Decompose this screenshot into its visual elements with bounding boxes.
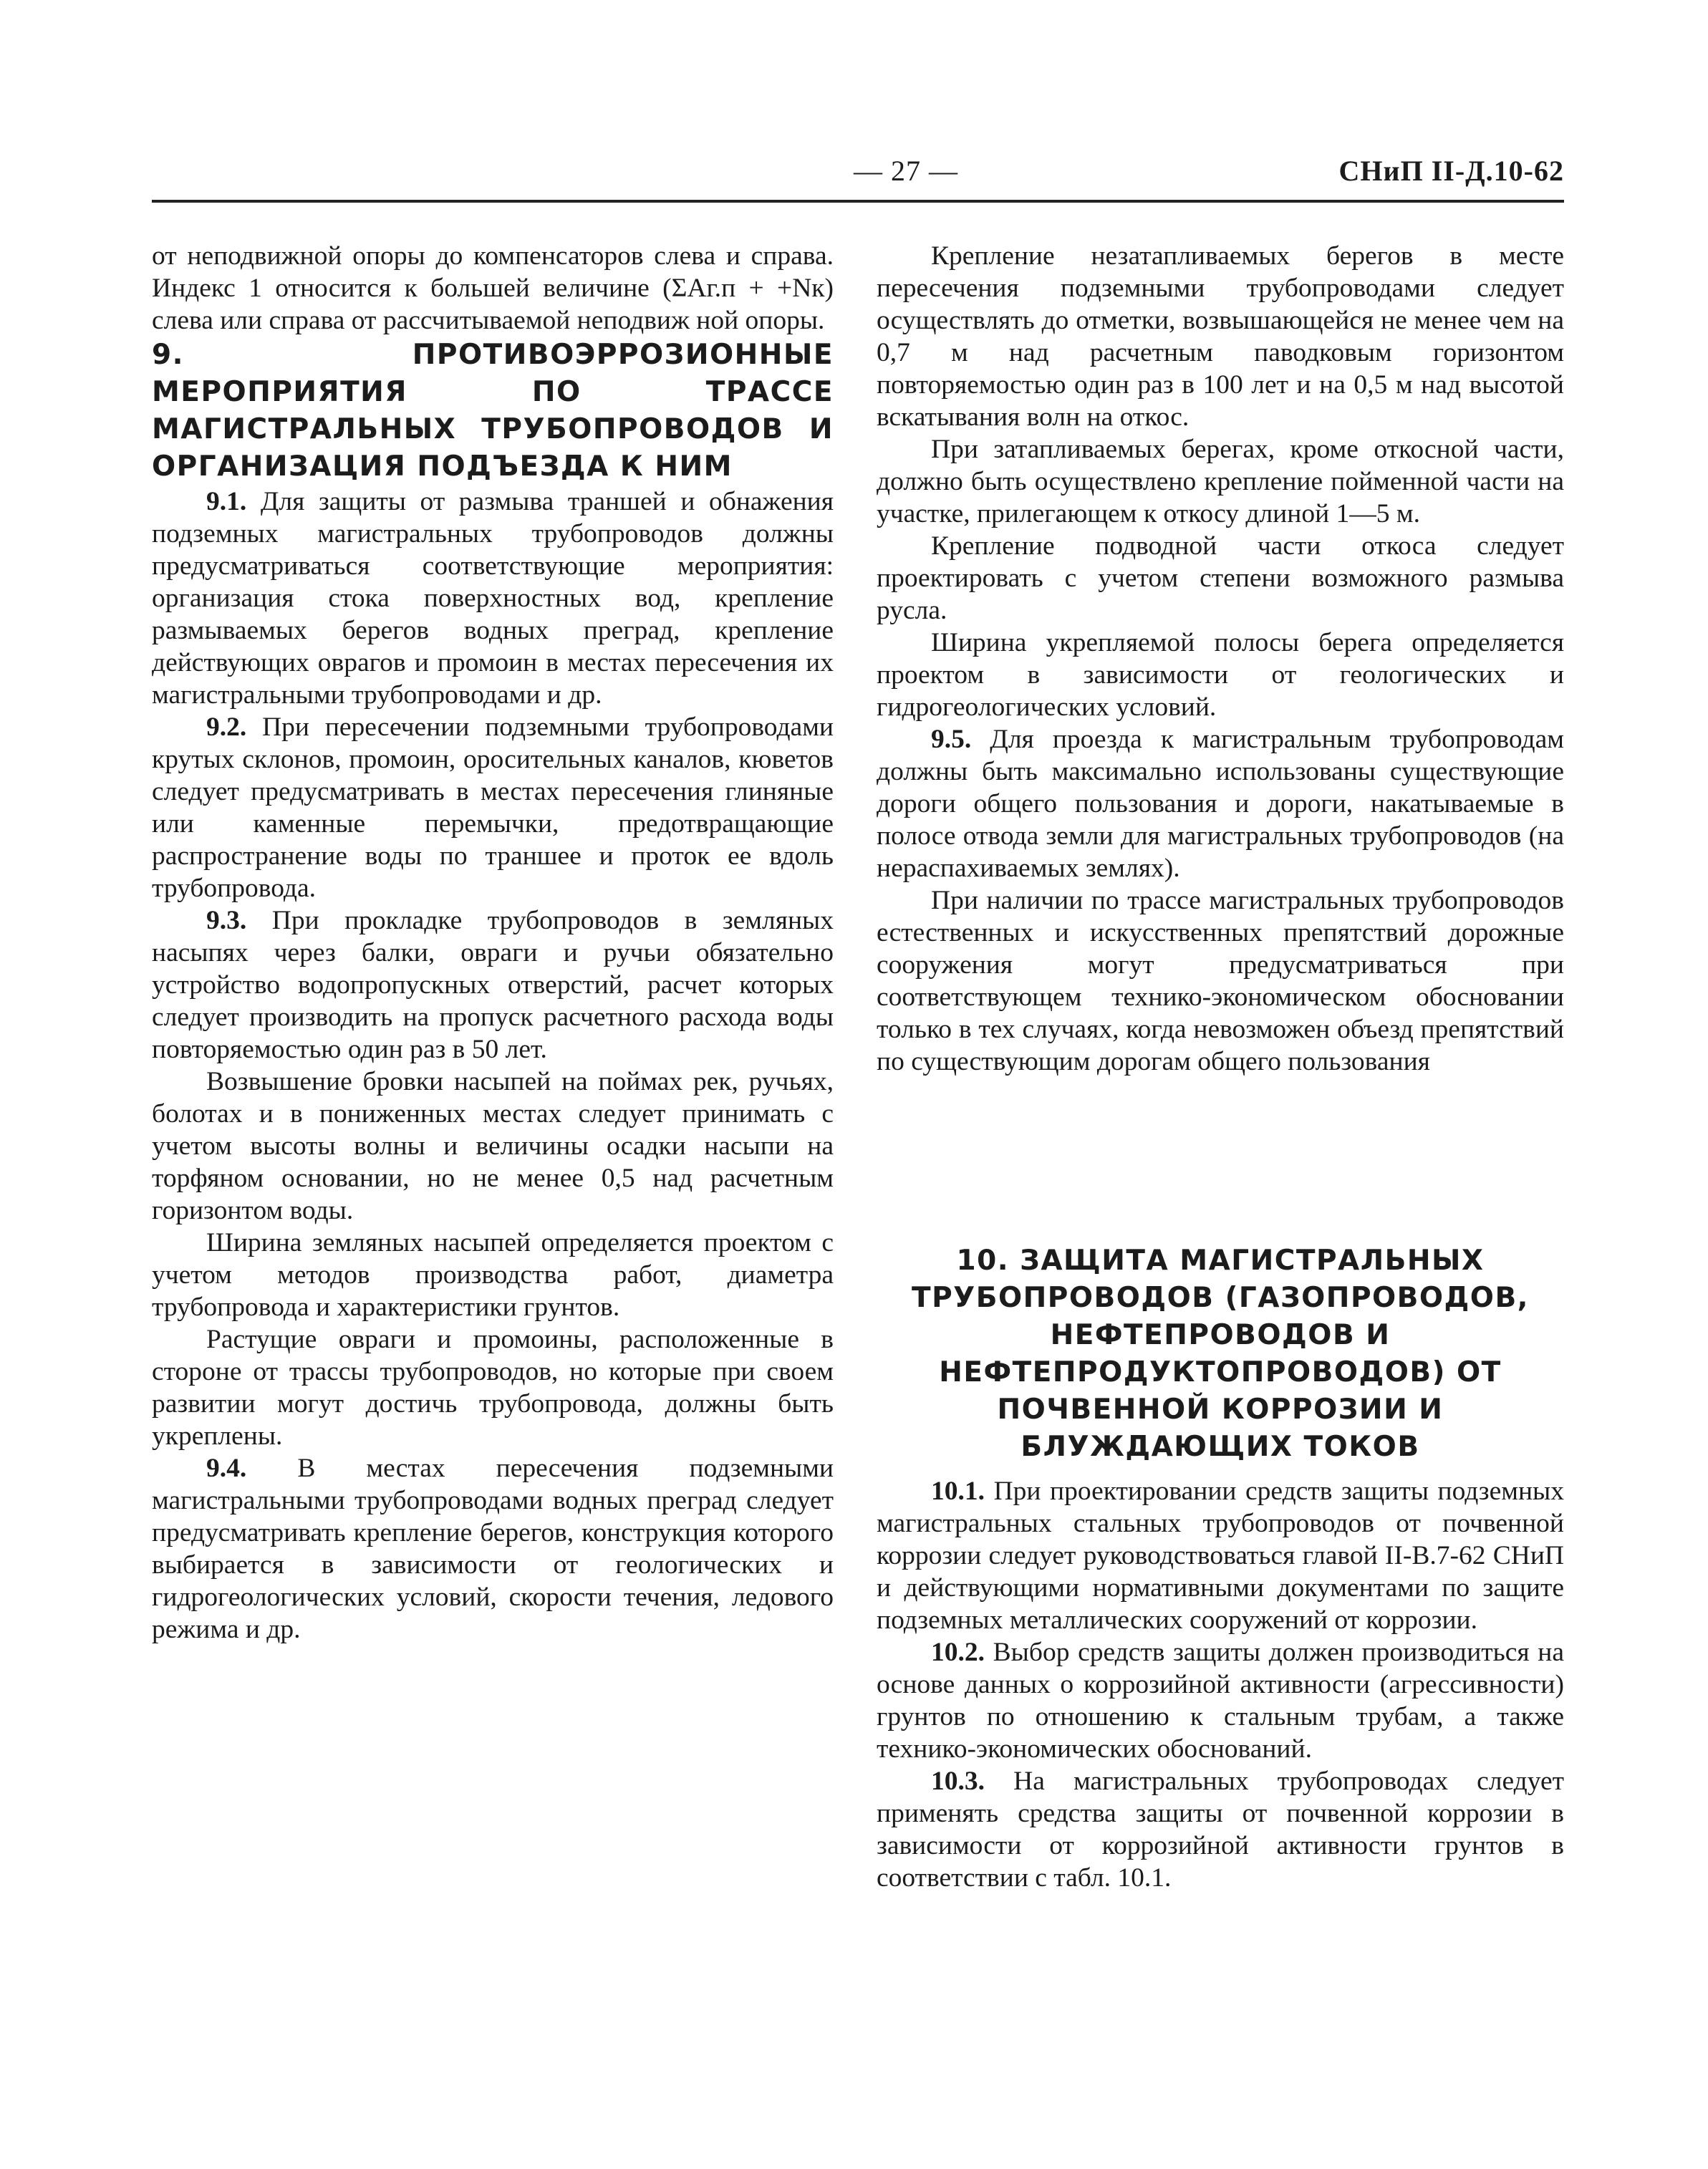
right-column bbox=[877, 240, 1564, 1078]
paragraph-9-5 bbox=[877, 723, 1564, 884]
paragraph-9-3 bbox=[152, 904, 834, 1066]
clause-number: 9.2. bbox=[206, 712, 247, 742]
clause-number: 10.2. bbox=[931, 1638, 985, 1667]
paragraph-9-4 bbox=[152, 1452, 834, 1646]
paragraph-9-2 bbox=[152, 711, 834, 904]
paragraph-obstacles: При наличии по трассе магистральных трубопроводов естественных и искусственных препятствий дорожные сооружения могут предусматриваться при соответствующем технико-экономическом обосновании только в тех случаях, когда невозможен объезд препятствий по существующим дорогам общего пользования bbox=[877, 886, 1564, 1076]
clause-number: 10.3. bbox=[931, 1767, 985, 1796]
paragraph-strip-width: Ширина укрепляемой полосы берега определяется проектом в зависимости от геологических и гидрогеологических условий. bbox=[877, 628, 1564, 722]
clause-text: При проектировании средств защиты подземных магистральных стальных трубопроводов от почвенной коррозии следует руководствоваться главой II-В.7-62 СНиП и действующими нормативными документами по защите подземных металлических сооружений от коррозии. bbox=[877, 1477, 1565, 1635]
paragraph-10-1 bbox=[877, 1475, 1564, 1636]
section-10-title: 10. ЗАЩИТА МАГИСТРАЛЬНЫХ ТРУБОПРОВОДОВ (ГАЗОПРОВОДОВ, НЕФТЕПРОВОДОВ И НЕФТЕПРОДУКТОПРОВОДОВ) ОТ ПОЧВЕННОЙ КОРРОЗИИ И БЛУЖДАЮЩИХ ТОКОВ bbox=[912, 1245, 1529, 1463]
clause-number: 9.4. bbox=[206, 1454, 247, 1483]
clause-number: 9.5. bbox=[931, 725, 972, 754]
paragraph-bank-fixing: Крепление незатапливаемых берегов в месте пересечения подземными трубопроводами следует осуществлять до отметки, возвышающейся не менее чем на 0,7 м над расчетным паводковым горизонтом повторяемостью один раз в 100 лет и на 0,5 м над высотой вскатывания волн на откос. bbox=[877, 241, 1564, 432]
page-number: — 27 — bbox=[854, 155, 958, 187]
section-9-title: 9. ПРОТИВОЭРРОЗИОННЫЕ МЕРОПРИЯТИЯ ПО ТРАССЕ МАГИСТРАЛЬНЫХ ТРУБОПРОВОДОВ И ОРГАНИЗАЦИЯ ПОДЪЕЗДА К НИМ bbox=[152, 339, 834, 483]
paragraph-flooded-banks: При затапливаемых берегах, кроме откосной части, должно быть осуществлено крепление пойменной части на участке, прилегающем к откосу длиной 1—5 м. bbox=[877, 435, 1564, 528]
page-header bbox=[152, 154, 1564, 197]
paragraph-embankment-height: Возвышение бровки насыпей на поймах рек, ручьях, болотах и в пониженных местах следует принимать с учетом высоты волны и величины осадки насыпи на торфяном основании, но не менее 0,5 над расчетным горизонтом воды. bbox=[152, 1067, 834, 1225]
left-column bbox=[152, 240, 834, 1646]
document-code: СНиП II-Д.10-62 bbox=[1338, 155, 1564, 187]
lead-paragraph: от неподвижной опоры до компенсаторов слева и справа. Индекс 1 относится к большей величине (ΣAг.п + +Nк) слева или справа от рассчитываемой неподвиж ной опоры. bbox=[152, 241, 834, 335]
paragraph-10-3 bbox=[877, 1765, 1564, 1894]
clause-text: При прокладке трубопроводов в земляных насыпях через балки, овраги и ручьи обязательно устройство водопропускных отверстий, расчет которых следует производить на пропуск расчетного расхода воды повторяемостью один раз в 50 лет. bbox=[152, 906, 834, 1064]
clause-text: На магистральных трубопроводах следует применять средства защиты от почвенной коррозии в зависимости от коррозийной активности грунтов в соответствии с табл. 10.1. bbox=[877, 1767, 1564, 1893]
section-10-heading-block bbox=[877, 1242, 1564, 1466]
clause-text: Выбор средств защиты должен производиться на основе данных о коррозийной активности (агрессивности) грунтов по отношению к стальным трубам, а также технико-экономических обоснований. bbox=[877, 1638, 1565, 1764]
clause-text: В местах пересечения подземными магистральными трубопроводами водных преград следует предусматривать крепление берегов, конструкция которого выбирается в зависимости от геологических и гидрогеологических условий, скорости течения, ледового режима и др. bbox=[152, 1454, 834, 1644]
paragraph-ravines: Растущие овраги и промоины, расположенные в стороне от трассы трубопроводов, но которые при своем развитии могут достичь трубопровода, должны быть укреплены. bbox=[152, 1325, 834, 1451]
paragraph-10-2 bbox=[877, 1636, 1564, 1765]
paragraph-9-1 bbox=[152, 486, 834, 711]
clause-number: 9.1. bbox=[206, 487, 247, 516]
clause-number: 10.1. bbox=[931, 1477, 985, 1506]
header-rule bbox=[152, 200, 1564, 203]
clause-number: 9.3. bbox=[206, 906, 247, 935]
section-10-body bbox=[877, 1475, 1564, 1894]
paragraph-underwater-slope: Крепление подводной части откоса следует проектировать с учетом степени возможного размыва русла. bbox=[877, 531, 1564, 625]
clause-text: Для проезда к магистральным трубопроводам должны быть максимально использованы существующие дороги общего пользования и дороги, накатываемые в полосе отвода земли для магистральных трубопроводов (на нераспахиваемых землях). bbox=[877, 725, 1564, 883]
clause-text: При пересечении подземными трубопроводами крутых склонов, промоин, оросительных каналов, кюветов следует предусматривать в местах пересечения глиняные или каменные перемычки, предотвращающие распространение воды по траншее и проток ее вдоль трубопровода. bbox=[152, 712, 834, 903]
clause-text: Для защиты от размыва траншей и обнажения подземных магистральных трубопроводов должны предусматриваться соответствующие мероприятия: организация стока поверхностных вод, крепление размываемых берегов водных преград, крепление действующих оврагов и промоин в местах пересечения их магистральными трубопроводами и др. bbox=[152, 487, 834, 710]
paragraph-embankment-width: Ширина земляных насыпей определяется проектом с учетом методов производства работ, диаметра трубопровода и характеристики грунтов. bbox=[152, 1228, 834, 1322]
